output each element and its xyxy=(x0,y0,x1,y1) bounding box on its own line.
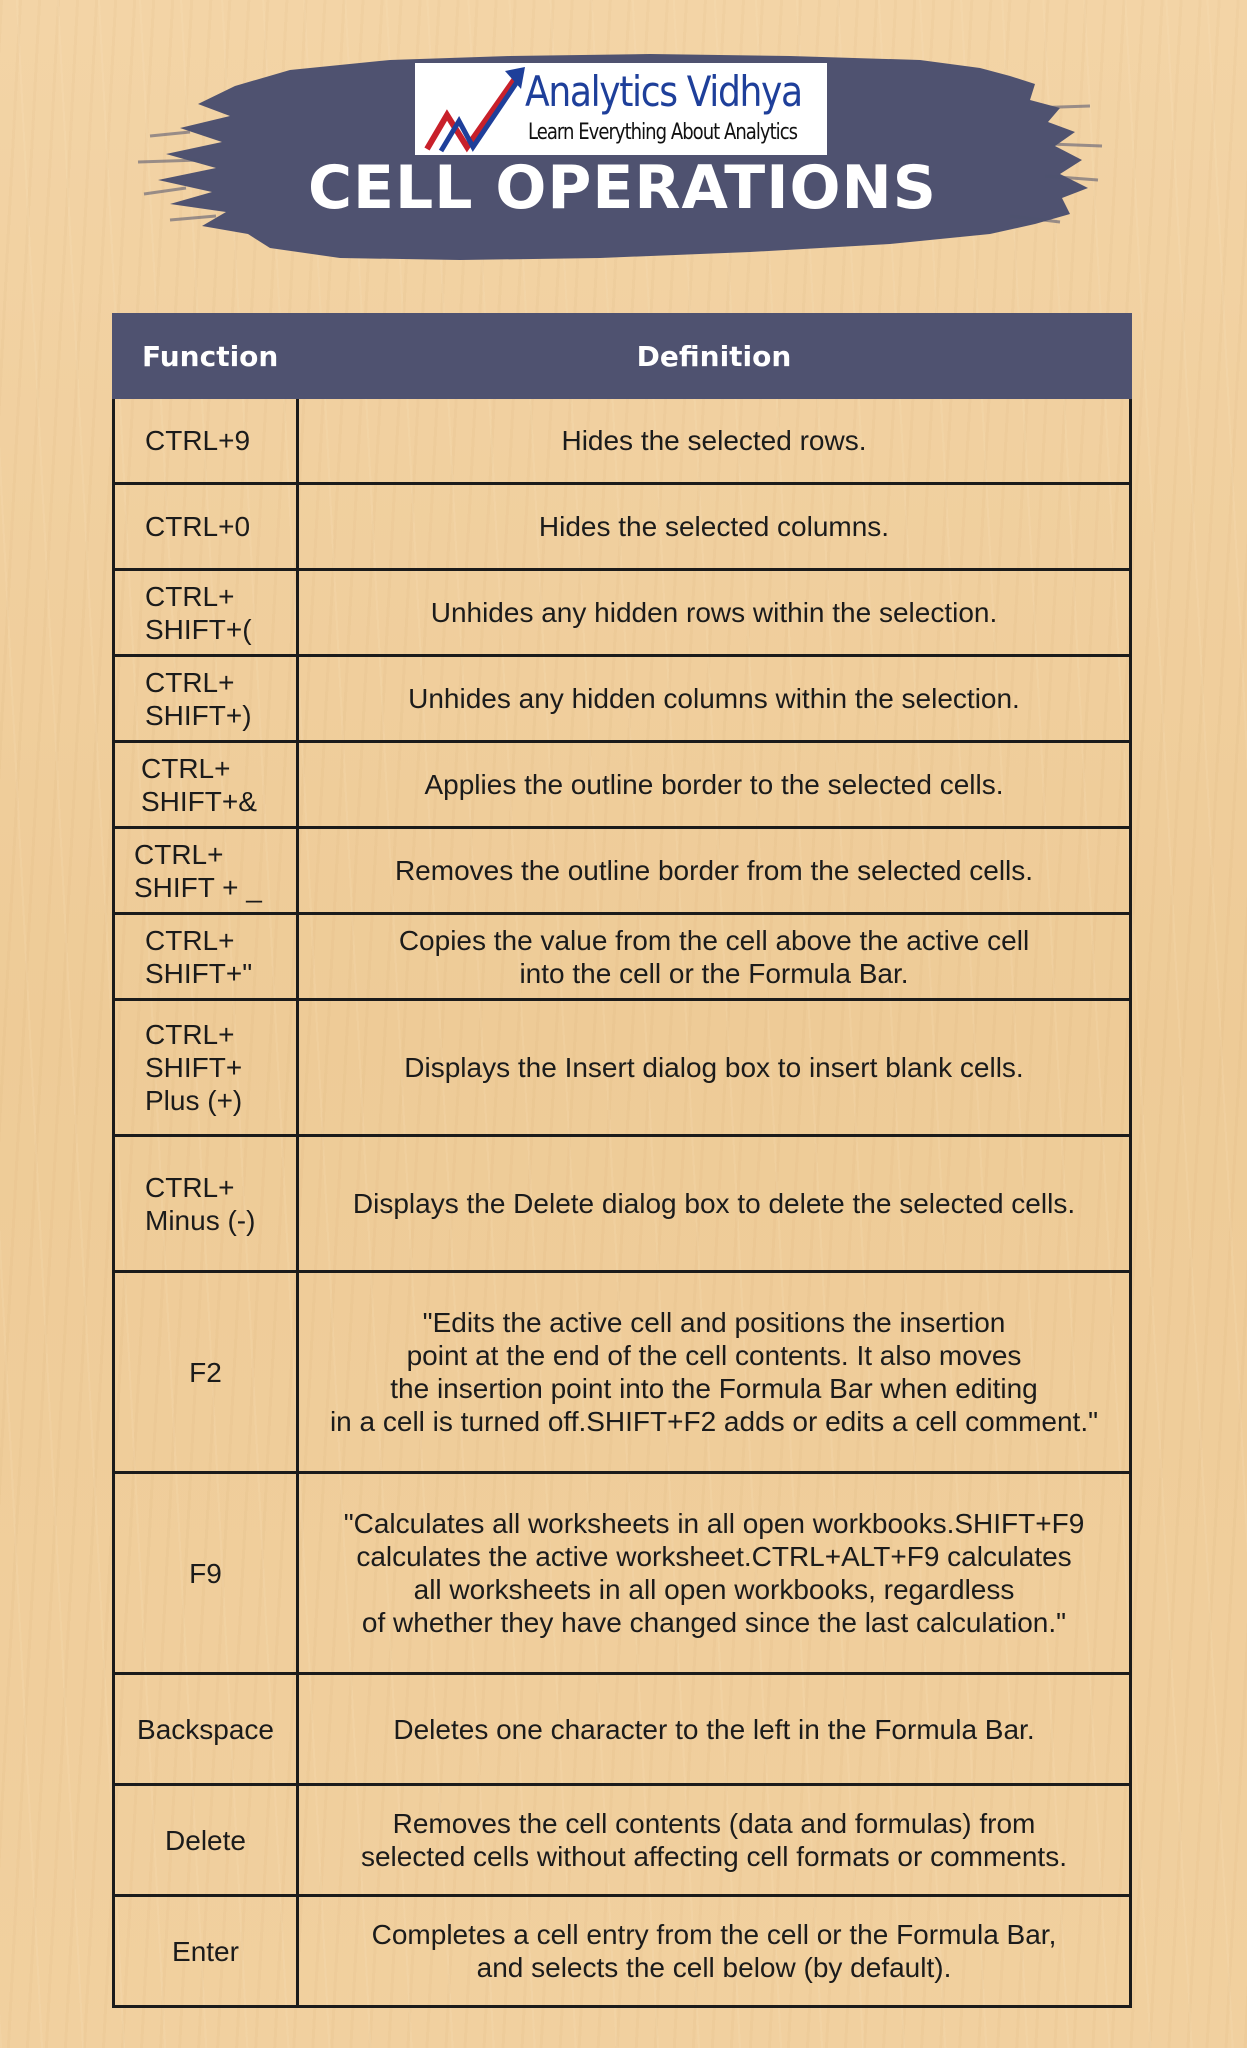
shortcut-table xyxy=(112,313,1132,2008)
brand-logo xyxy=(415,63,827,155)
function-cell: CTRL+ SHIFT+) xyxy=(114,656,298,742)
table-row xyxy=(114,1785,1131,1896)
brand-tagline: Learn Everything About Analytics xyxy=(528,120,798,145)
function-cell: CTRL+ SHIFT+ Plus (+) xyxy=(114,1000,298,1136)
function-cell: CTRL+ SHIFT+( xyxy=(114,570,298,656)
function-cell: Enter xyxy=(114,1896,298,2007)
table-row xyxy=(114,484,1131,570)
table-row xyxy=(114,1272,1131,1473)
definition-cell: Deletes one character to the left in the Formula Bar. xyxy=(298,1674,1131,1785)
function-cell: CTRL+ SHIFT+& xyxy=(114,742,298,828)
table-row xyxy=(114,398,1131,484)
table-row xyxy=(114,570,1131,656)
table-row xyxy=(114,828,1131,914)
definition-cell: Displays the Insert dialog box to insert blank cells. xyxy=(298,1000,1131,1136)
table-row xyxy=(114,1896,1131,2007)
definition-cell: "Edits the active cell and positions the insertion point at the end of the cell contents. It also moves the insertion point into the Formula Bar when editing in a cell is turned off.SHIFT+F2 adds or edits a cell comment." xyxy=(298,1272,1131,1473)
function-cell: Delete xyxy=(114,1785,298,1896)
definition-cell: Unhides any hidden rows within the selection. xyxy=(298,570,1131,656)
chart-arrow-logo-icon xyxy=(421,67,531,153)
definition-cell: Copies the value from the cell above the active cell into the cell or the Formula Bar. xyxy=(298,914,1131,1000)
definition-cell: Removes the cell contents (data and formulas) from selected cells without affecting cell formats or comments. xyxy=(298,1785,1131,1896)
definition-cell: Displays the Delete dialog box to delete the selected cells. xyxy=(298,1136,1131,1272)
table-row xyxy=(114,1674,1131,1785)
function-cell: F2 xyxy=(114,1272,298,1473)
column-header-function: Function xyxy=(114,315,298,398)
table-row xyxy=(114,1000,1131,1136)
page-title: CELL OPERATIONS xyxy=(307,153,937,223)
definition-cell: Unhides any hidden columns within the selection. xyxy=(298,656,1131,742)
function-cell: CTRL+ SHIFT + _ xyxy=(114,828,298,914)
definition-cell: Removes the outline border from the selected cells. xyxy=(298,828,1131,914)
function-cell: CTRL+9 xyxy=(114,398,298,484)
table-header-row xyxy=(114,315,1131,398)
definition-cell: Hides the selected columns. xyxy=(298,484,1131,570)
function-cell: CTRL+ Minus (-) xyxy=(114,1136,298,1272)
definition-cell: Hides the selected rows. xyxy=(298,398,1131,484)
function-cell: CTRL+ SHIFT+" xyxy=(114,914,298,1000)
table-row xyxy=(114,656,1131,742)
function-cell: Backspace xyxy=(114,1674,298,1785)
brand-name: Analytics Vidhya xyxy=(525,67,802,116)
definition-cell: Applies the outline border to the selected cells. xyxy=(298,742,1131,828)
function-cell: CTRL+0 xyxy=(114,484,298,570)
table-row xyxy=(114,1473,1131,1674)
column-header-definition: Definition xyxy=(298,315,1131,398)
definition-cell: Completes a cell entry from the cell or the Formula Bar, and selects the cell below (by default). xyxy=(298,1896,1131,2007)
function-cell: F9 xyxy=(114,1473,298,1674)
table-row xyxy=(114,1136,1131,1272)
table-row xyxy=(114,742,1131,828)
table-row xyxy=(114,914,1131,1000)
definition-cell: "Calculates all worksheets in all open workbooks.SHIFT+F9 calculates the active worksheet.CTRL+ALT+F9 calculates all worksheets in all open workbooks, regardless of whether they have changed since the last calculation." xyxy=(298,1473,1131,1674)
